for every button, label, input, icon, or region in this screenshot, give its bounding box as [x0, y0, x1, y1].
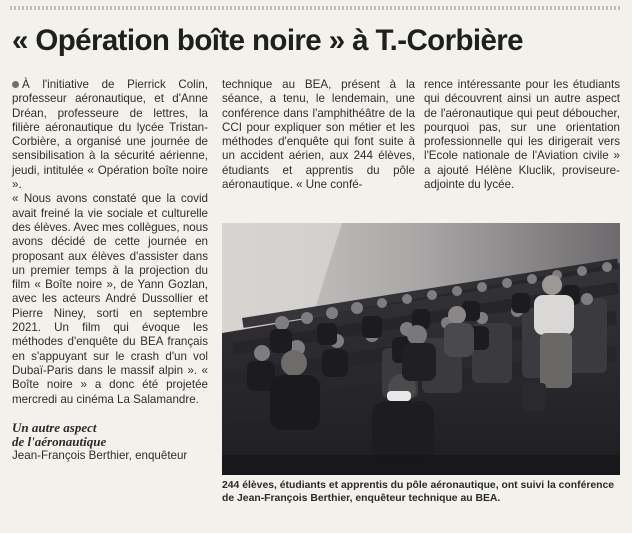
intro-text: À l'initiative de Pierrick Colin, professeur aéronautique, et d'Anne Dréan, professeure de lettres, la filière aéronautique du lycée Tristan-Corbière, a organisé une journée de sensibilisation à la sécurité aérienne, jeudi, intitulée « Opération boîte noire ».: [12, 78, 208, 192]
headline: « Opération boîte noire » à T.-Corbière: [12, 24, 523, 57]
column-3-text: rence intéressante pour les étudiants qui découvrent ainsi un autre aspect de l'aéronautique qui peut déboucher, pourquoi pas, sur une orientation professionnelle qui les dirigerait vers l'Ecole nationale de l'Aviation civile » a ajouté Hélène Kluclik, proviseure-adjointe du lycée.: [424, 78, 620, 192]
column-2: [222, 78, 415, 218]
subhead-line-1: Un autre aspect: [12, 419, 97, 435]
paragraph-quote: « Nous avons constaté que la covid avait freiné la vie sociale et culturelle des élèves. Avec mes collègues, nous avons décidé de cette journée en proposant aux élèves d'assister dans un premier temps à la projection du film « Boîte noire », de Yann Gozlan, avec les acteurs André Dussollier et Pierre Niney, sorti en septembre 2021. Un film qui évoque les méthodes d'enquête du BEA français en s'appuyant sur le crash d'un vol Dubaï-Paris dans le massif alpin ». « Boîte noire » a donc été projetée mercredi au cinéma La Salamandre.: [12, 192, 208, 406]
column-1: [12, 78, 208, 518]
subhead-line-2: de l'aéronautique: [12, 433, 107, 449]
top-rule: [10, 6, 622, 10]
photo-caption: 244 élèves, étudiants et apprentis du pôle aéronautique, ont suivi la conférence de Jean-François Berthier, enquêteur technique au BEA.: [222, 480, 615, 504]
paragraph-intro: [12, 78, 208, 192]
paragraph-berthier: Jean-François Berthier, enquêteur: [12, 448, 188, 462]
article-photo: [222, 223, 620, 475]
column-3: [424, 78, 620, 218]
column-2-text: technique au BEA, présent à la séance, a tenu, le lendemain, une conférence dans l'amphithéâtre de la CCI pour expliquer son métier et les méthodes d'enquête qui font suite à un accident aérien, aux 244 élèves, étudiants et apprentis du pôle aéronautique. « Une confé-: [222, 78, 415, 192]
subhead: [12, 421, 208, 449]
amphitheatre-photo-image: [222, 223, 620, 475]
bullet-dot-icon: [12, 81, 19, 88]
